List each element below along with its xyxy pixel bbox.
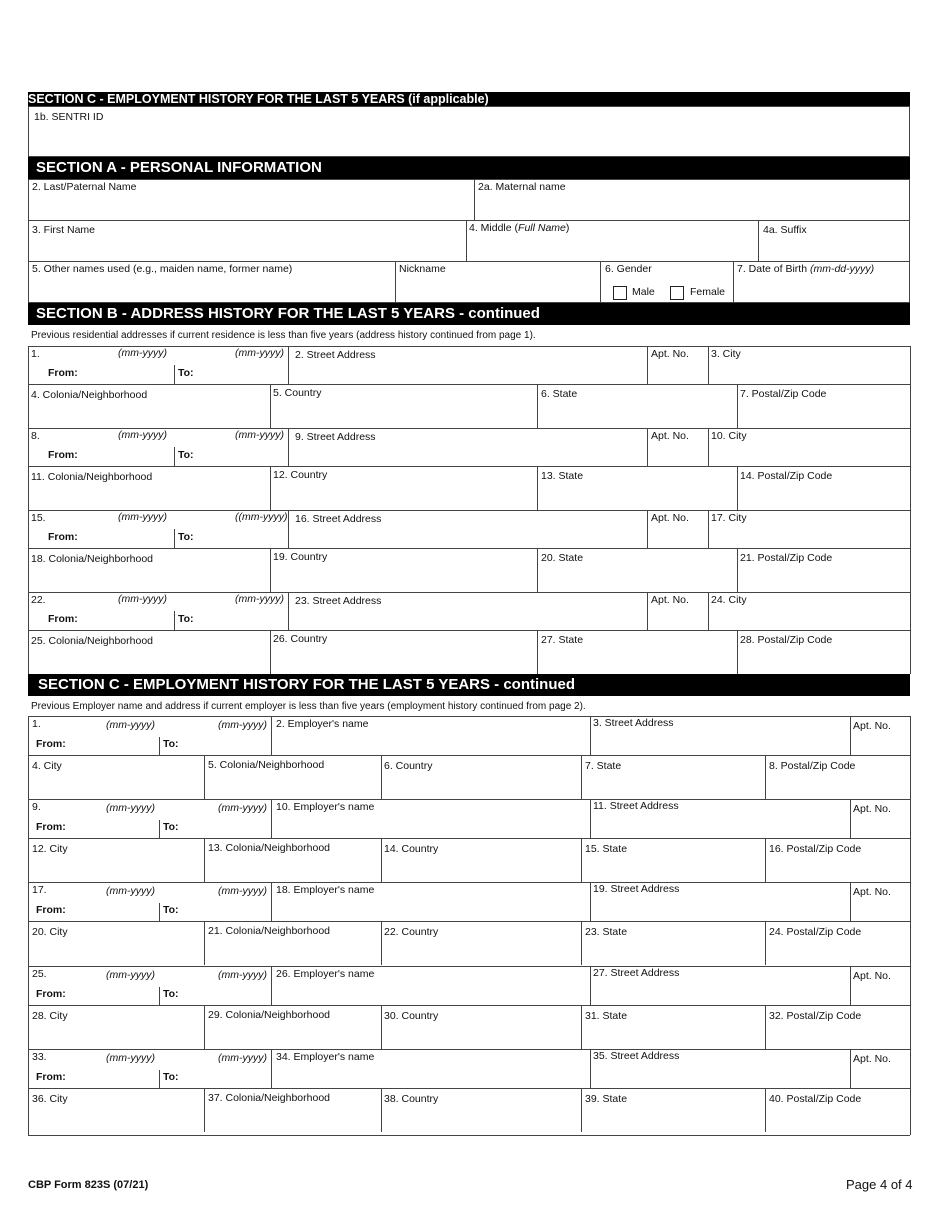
employer-city-label: 20. City xyxy=(32,926,68,938)
employer-postal-label: 8. Postal/Zip Code xyxy=(769,760,856,772)
male-checkbox[interactable] xyxy=(613,286,627,300)
city-label: 17. City xyxy=(711,512,747,524)
divider-line xyxy=(28,1135,910,1136)
to-date-format: (mm-yyyy) xyxy=(235,593,284,605)
country-label: 5. Country xyxy=(273,387,322,399)
employer-country-label: 14. Country xyxy=(384,843,439,855)
from-label: From: xyxy=(36,821,66,833)
to-label: To: xyxy=(163,1071,179,1083)
employer-city-label: 28. City xyxy=(32,1010,68,1022)
apt-no-label: Apt. No. xyxy=(651,348,689,360)
country-label: 19. Country xyxy=(273,551,328,563)
address-item-number: 22. xyxy=(31,594,46,606)
to-date-format: (mm-yyyy) xyxy=(218,719,267,731)
suffix-label: 4a. Suffix xyxy=(763,224,807,236)
employer-apt-label: Apt. No. xyxy=(853,886,891,898)
employer-colonia-label: 13. Colonia/Neighborhood xyxy=(208,842,331,854)
from-date-format: (mm-yyyy) xyxy=(118,429,167,441)
to-label: To: xyxy=(178,613,194,625)
from-date-format: (mm-yyyy) xyxy=(118,593,167,605)
colonia-label: 11. Colonia/Neighborhood xyxy=(31,471,153,483)
to-date-format: (mm-yyyy) xyxy=(218,885,267,897)
postal-code-label: 28. Postal/Zip Code xyxy=(740,634,833,646)
state-label: 13. State xyxy=(541,470,584,482)
to-date-format: (mm-yyyy) xyxy=(218,1052,267,1064)
section-b-note: Previous residential addresses if current residence is less than five years (address history continued from page 1). xyxy=(31,330,536,341)
street-address-label: 16. Street Address xyxy=(295,513,382,525)
from-date-format: (mm-yyyy) xyxy=(106,802,155,814)
apt-no-label: Apt. No. xyxy=(651,512,689,524)
employer-name-label: 26. Employer's name xyxy=(276,968,375,980)
employer-city-label: 4. City xyxy=(32,760,62,772)
to-label: To: xyxy=(163,738,179,750)
street-address-label: 9. Street Address xyxy=(295,431,376,443)
maternal-name-label: 2a. Maternal name xyxy=(478,181,566,193)
employment-item-number: 17. xyxy=(32,884,47,896)
street-address-label: 2. Street Address xyxy=(295,349,376,361)
from-label: From: xyxy=(48,367,78,379)
employer-apt-label: Apt. No. xyxy=(853,803,891,815)
last-name-label: 2. Last/Paternal Name xyxy=(32,181,137,193)
employer-postal-label: 40. Postal/Zip Code xyxy=(769,1093,862,1105)
apt-no-label: Apt. No. xyxy=(651,430,689,442)
employer-street-label: 11. Street Address xyxy=(593,800,679,812)
to-date-format: (mm-yyyy) xyxy=(235,429,284,441)
female-checkbox[interactable] xyxy=(670,286,684,300)
gender-label: 6. Gender xyxy=(605,263,652,275)
nickname-label: Nickname xyxy=(399,263,446,275)
sentri-id-field[interactable] xyxy=(28,106,910,157)
state-label: 20. State xyxy=(541,552,584,564)
employer-street-label: 35. Street Address xyxy=(593,1050,680,1062)
country-label: 12. Country xyxy=(273,469,328,481)
colonia-label: 4. Colonia/Neighborhood xyxy=(31,389,148,401)
from-label: From: xyxy=(48,449,78,461)
to-label: To: xyxy=(178,449,194,461)
form-id: CBP Form 823S (07/21) xyxy=(28,1179,149,1191)
page-number: Page 4 of 4 xyxy=(846,1177,913,1192)
employer-apt-label: Apt. No. xyxy=(853,970,891,982)
from-label: From: xyxy=(36,1071,66,1083)
from-label: From: xyxy=(36,738,66,750)
employer-state-label: 7. State xyxy=(585,760,622,772)
section-c-header xyxy=(28,674,910,696)
from-label: From: xyxy=(48,531,78,543)
postal-code-label: 7. Postal/Zip Code xyxy=(740,388,827,400)
employer-name-label: 34. Employer's name xyxy=(276,1051,375,1063)
employer-street-label: 27. Street Address xyxy=(593,967,680,979)
from-label: From: xyxy=(36,904,66,916)
to-label: To: xyxy=(178,367,194,379)
male-label: Male xyxy=(632,286,655,298)
to-date-format: (mm-yyyy) xyxy=(218,969,267,981)
employer-state-label: 23. State xyxy=(585,926,628,938)
to-date-format: (mm-yyyy) xyxy=(235,347,284,359)
employment-item-number: 9. xyxy=(32,801,41,813)
employer-street-label: 19. Street Address xyxy=(593,883,680,895)
employer-apt-label: Apt. No. xyxy=(853,1053,891,1065)
from-date-format: (mm-yyyy) xyxy=(106,719,155,731)
employer-postal-label: 24. Postal/Zip Code xyxy=(769,926,862,938)
employer-colonia-label: 29. Colonia/Neighborhood xyxy=(208,1009,331,1021)
state-label: 6. State xyxy=(541,388,578,400)
other-names-label: 5. Other names used (e.g., maiden name, former name) xyxy=(32,263,293,275)
address-item-number: 1. xyxy=(31,348,40,360)
section-c-title: SECTION C - EMPLOYMENT HISTORY FOR THE LAST 5 YEARS - continued xyxy=(38,676,575,693)
divider-line-vertical xyxy=(910,346,911,674)
section-b-header xyxy=(28,303,910,325)
to-label: To: xyxy=(163,821,179,833)
employer-colonia-label: 21. Colonia/Neighborhood xyxy=(208,925,331,937)
to-label: To: xyxy=(178,531,194,543)
from-date-format: (mm-yyyy) xyxy=(106,969,155,981)
section-c-note: Previous Employer name and address if current employer is less than five years (employment history continued from page 2). xyxy=(31,701,586,712)
to-date-format: ((mm-yyyy) xyxy=(235,511,288,523)
top-section-header xyxy=(28,92,910,106)
employment-item-number: 25. xyxy=(32,968,47,980)
first-name-label: 3. First Name xyxy=(32,224,96,236)
employer-name-label: 10. Employer's name xyxy=(276,801,375,813)
state-label: 27. State xyxy=(541,634,584,646)
employer-postal-label: 16. Postal/Zip Code xyxy=(769,843,862,855)
employer-country-label: 38. Country xyxy=(384,1093,439,1105)
employer-country-label: 22. Country xyxy=(384,926,439,938)
employer-postal-label: 32. Postal/Zip Code xyxy=(769,1010,862,1022)
city-label: 10. City xyxy=(711,430,747,442)
section-b-title: SECTION B - ADDRESS HISTORY FOR THE LAST 5 YEARS - continued xyxy=(36,305,540,322)
from-date-format: (mm-yyyy) xyxy=(106,1052,155,1064)
employer-country-label: 30. Country xyxy=(384,1010,439,1022)
employer-country-label: 6. Country xyxy=(384,760,433,772)
colonia-label: 18. Colonia/Neighborhood xyxy=(31,553,154,565)
to-label: To: xyxy=(163,904,179,916)
divider-line-vertical xyxy=(910,716,911,1135)
employer-state-label: 15. State xyxy=(585,843,628,855)
to-date-format: (mm-yyyy) xyxy=(218,802,267,814)
employment-item-number: 1. xyxy=(32,718,41,730)
employer-colonia-label: 5. Colonia/Neighborhood xyxy=(208,759,325,771)
female-label: Female xyxy=(690,286,726,298)
section-a-header xyxy=(28,157,910,179)
employer-street-label: 3. Street Address xyxy=(593,717,674,729)
middle-name-label: 4. Middle (Full Name) xyxy=(469,222,570,234)
sentri-id-label: 1b. SENTRI ID xyxy=(34,111,104,123)
employer-state-label: 31. State xyxy=(585,1010,628,1022)
to-label: To: xyxy=(163,988,179,1000)
employer-city-label: 36. City xyxy=(32,1093,68,1105)
postal-code-label: 21. Postal/Zip Code xyxy=(740,552,833,564)
postal-code-label: 14. Postal/Zip Code xyxy=(740,470,833,482)
employer-city-label: 12. City xyxy=(32,843,68,855)
employer-apt-label: Apt. No. xyxy=(853,720,891,732)
top-section-header-text: SECTION C - EMPLOYMENT HISTORY FOR THE LAST 5 YEARS (if applicable) xyxy=(28,92,489,106)
section-a-title: SECTION A - PERSONAL INFORMATION xyxy=(36,159,322,176)
from-date-format: (mm-yyyy) xyxy=(118,347,167,359)
apt-no-label: Apt. No. xyxy=(651,594,689,606)
employer-name-label: 2. Employer's name xyxy=(276,718,369,730)
employer-state-label: 39. State xyxy=(585,1093,628,1105)
from-label: From: xyxy=(48,613,78,625)
city-label: 3. City xyxy=(711,348,741,360)
employer-name-label: 18. Employer's name xyxy=(276,884,375,896)
street-address-label: 23. Street Address xyxy=(295,595,382,607)
address-item-number: 15. xyxy=(31,512,46,524)
from-date-format: (mm-yyyy) xyxy=(118,511,167,523)
city-label: 24. City xyxy=(711,594,747,606)
from-label: From: xyxy=(36,988,66,1000)
colonia-label: 25. Colonia/Neighborhood xyxy=(31,635,154,647)
date-of-birth-label: 7. Date of Birth (mm-dd-yyyy) xyxy=(737,263,875,275)
country-label: 26. Country xyxy=(273,633,328,645)
employment-item-number: 33. xyxy=(32,1051,47,1063)
address-item-number: 8. xyxy=(31,430,40,442)
employer-colonia-label: 37. Colonia/Neighborhood xyxy=(208,1092,331,1104)
from-date-format: (mm-yyyy) xyxy=(106,885,155,897)
